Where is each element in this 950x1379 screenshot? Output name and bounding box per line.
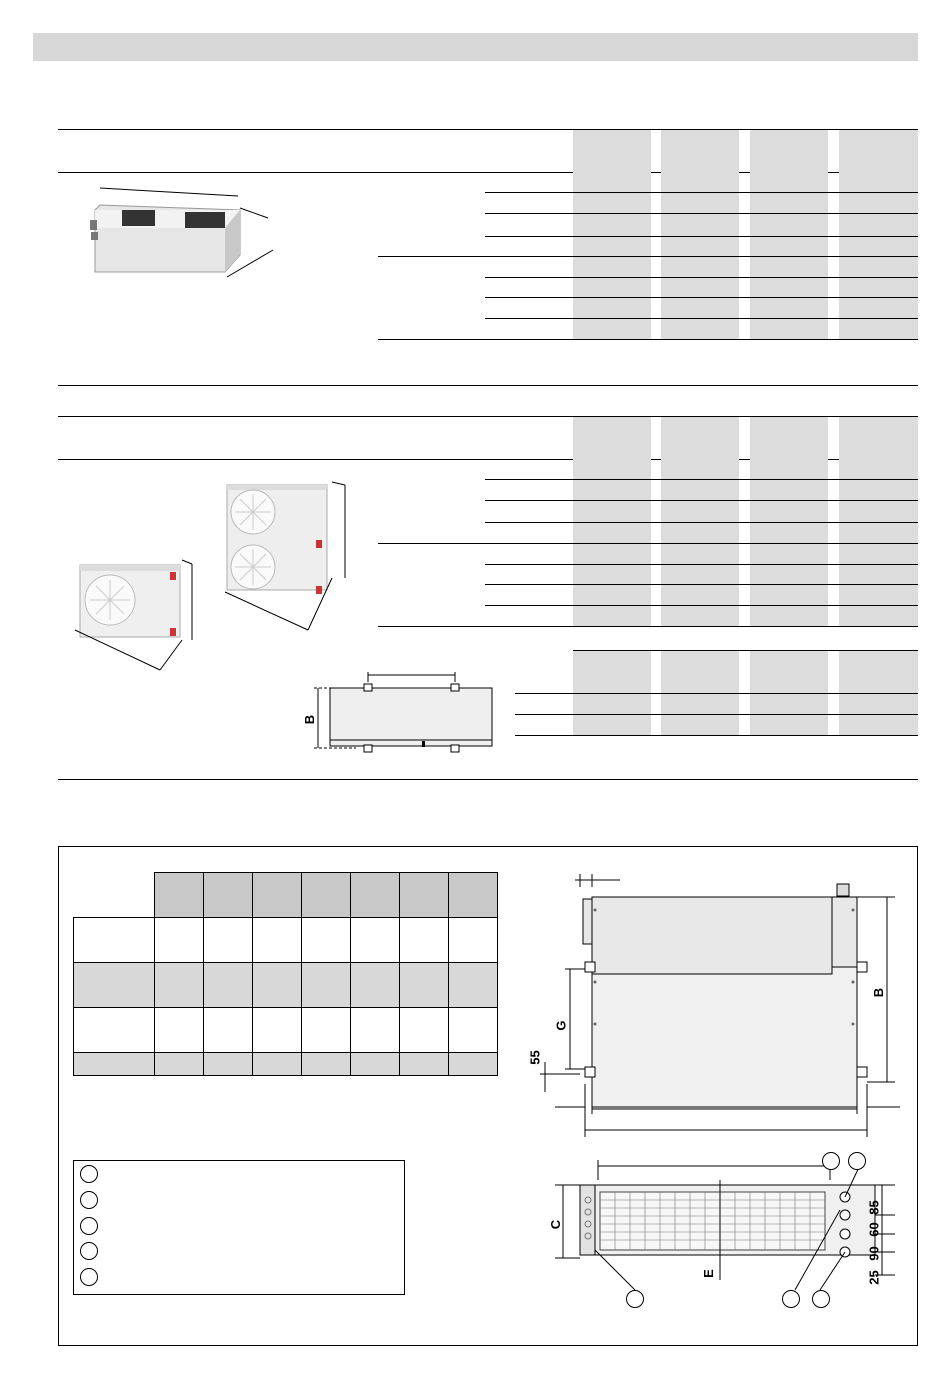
dim-label-b-base: B (302, 714, 318, 725)
dim-label-e: E (700, 1269, 716, 1278)
outdoor-units-illustration (70, 470, 360, 675)
front-elevation-drawing (525, 862, 915, 1147)
dim-label-c: C (548, 1219, 564, 1230)
dim-label-25: 25 (866, 1270, 882, 1285)
connections-legend (73, 1160, 405, 1295)
side-view-drawing (555, 1150, 895, 1310)
callout-marker-c (812, 1290, 830, 1308)
callout-marker-d (822, 1152, 840, 1170)
dim-label-55: 55 (527, 1050, 543, 1065)
indoor-unit-illustration (85, 180, 280, 285)
dim-label-90: 90 (866, 1246, 882, 1261)
legend-marker-4 (80, 1242, 98, 1260)
dim-label-b: B (871, 987, 887, 998)
legend-marker-3 (80, 1217, 98, 1235)
dim-label-g: G (553, 1020, 569, 1031)
base-plan-drawing (300, 670, 500, 755)
legend-marker-2 (80, 1191, 98, 1209)
legend-marker-5 (80, 1268, 98, 1286)
callout-marker-a (626, 1290, 644, 1308)
dim-label-85: 85 (866, 1200, 882, 1215)
header-bar (33, 33, 918, 61)
callout-marker-b (782, 1290, 800, 1308)
legend-marker-1 (80, 1165, 98, 1183)
callout-marker-e (848, 1152, 866, 1170)
dim-label-60: 60 (866, 1222, 882, 1237)
dimensions-table (73, 872, 498, 1076)
